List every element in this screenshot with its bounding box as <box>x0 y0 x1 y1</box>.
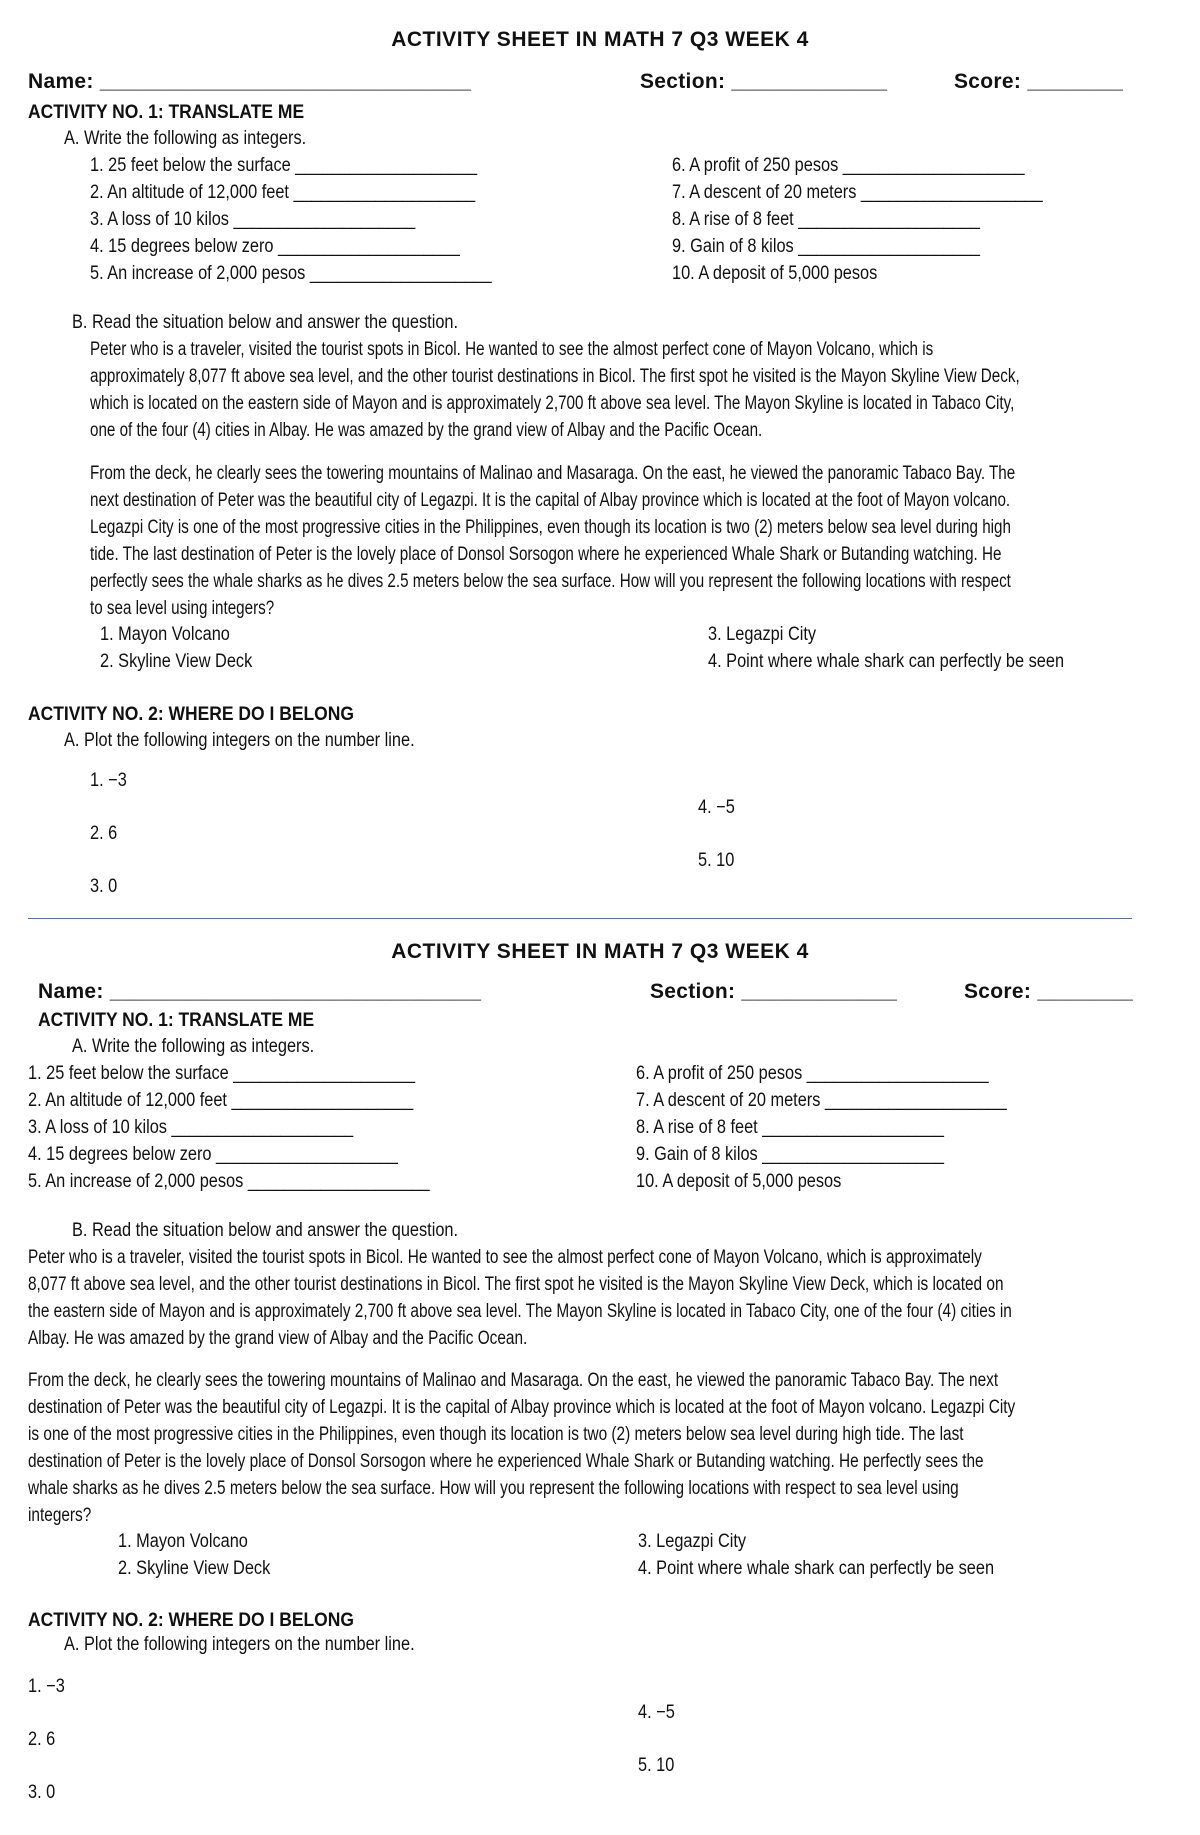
activity2-part-a: A. Plot the following integers on the number line. <box>64 1634 415 1655</box>
location-item-3: 3. Legazpi City <box>708 624 817 645</box>
name-blank: _______________________________ <box>109 980 482 1003</box>
section-field <box>650 980 897 1004</box>
story-line: the eastern side of Mayon and is approximately 2,700 ft above sea level. The Mayon Skyline is located in Tabaco City, one of the four (4) cities in <box>28 1301 1012 1322</box>
score-blank: ________ <box>1027 70 1124 93</box>
score-blank: ________ <box>1037 980 1134 1003</box>
activity1-heading: ACTIVITY NO. 1: TRANSLATE ME <box>28 102 305 123</box>
story-line: one of the four (4) cities in Albay. He was amazed by the grand view of Albay and the Pacific Ocean. <box>90 420 763 441</box>
translate-item-3: 3. A loss of 10 kilos ____________________ <box>90 209 416 230</box>
plot-item-2: 2. 6 <box>90 823 118 844</box>
score-field <box>964 980 1133 1004</box>
name-field <box>38 980 481 1004</box>
translate-item-5: 5. An increase of 2,000 pesos ____________________ <box>28 1171 430 1192</box>
activity2-part-a: A. Plot the following integers on the number line. <box>64 730 415 751</box>
story-line: next destination of Peter was the beautiful city of Legazpi. It is the capital of Albay province which is located at the foot of Mayon volcano. <box>90 490 1011 511</box>
activity2-heading: ACTIVITY NO. 2: WHERE DO I BELONG <box>28 1610 354 1631</box>
name-label: Name: <box>38 980 104 1003</box>
story-line: destination of Peter was the beautiful city of Legazpi. It is the capital of Albay province which is located at the foot of Mayon volcano. Legazpi City <box>28 1397 1016 1418</box>
plot-item-2: 2. 6 <box>28 1729 56 1750</box>
translate-item-2: 2. An altitude of 12,000 feet ____________________ <box>28 1090 414 1111</box>
story-line: approximately 8,077 ft above sea level, and the other tourist destinations in Bicol. The first spot he visited is the Mayon Skyline View Deck, <box>90 366 1020 387</box>
name-blank: _______________________________ <box>99 70 472 93</box>
translate-item-8: 8. A rise of 8 feet ____________________ <box>636 1117 945 1138</box>
section-blank: _____________ <box>731 70 888 93</box>
name-field <box>28 70 471 94</box>
plot-item-4: 4. −5 <box>638 1702 675 1723</box>
section-label: Section: <box>640 70 726 93</box>
story-line: tide. The last destination of Peter is the lovely place of Donsol Sorsogon where he experienced Whale Shark or Butanding watching. He <box>90 544 1002 565</box>
story-paragraph-2 <box>90 460 1015 622</box>
page-divider <box>28 918 1132 919</box>
translate-item-10: 10. A deposit of 5,000 pesos <box>636 1171 842 1192</box>
section-blank: _____________ <box>741 980 898 1003</box>
plot-item-1: 1. −3 <box>28 1676 65 1697</box>
location-item-4: 4. Point where whale shark can perfectly be seen <box>638 1558 995 1579</box>
activity2-heading: ACTIVITY NO. 2: WHERE DO I BELONG <box>28 704 354 725</box>
story-line: is one of the most progressive cities in the Philippines, even though its location is two (2) meters below sea level during high tide. The last <box>28 1424 964 1445</box>
translate-item-1: 1. 25 feet below the surface ____________________ <box>28 1063 416 1084</box>
story-line: integers? <box>28 1505 92 1526</box>
story-line: destination of Peter is the lovely place of Donsol Sorsogon where he experienced Whale Shark or Butanding watching. He perfectly sees the <box>28 1451 984 1472</box>
plot-item-4: 4. −5 <box>698 797 735 818</box>
location-item-4: 4. Point where whale shark can perfectly be seen <box>708 651 1065 672</box>
translate-item-6: 6. A profit of 250 pesos ____________________ <box>672 155 1025 176</box>
sheet-title: ACTIVITY SHEET IN MATH 7 Q3 WEEK 4 <box>391 940 809 963</box>
translate-item-9: 9. Gain of 8 kilos ____________________ <box>636 1144 945 1165</box>
translate-item-4: 4. 15 degrees below zero ____________________ <box>28 1144 398 1165</box>
activity1-part-b: B. Read the situation below and answer the question. <box>72 312 459 333</box>
plot-item-5: 5. 10 <box>638 1755 675 1776</box>
score-field <box>954 70 1123 94</box>
translate-item-10: 10. A deposit of 5,000 pesos <box>672 263 878 284</box>
story-line: Legazpi City is one of the most progressive cities in the Philippines, even though its location is two (2) meters below sea level during high <box>90 517 1011 538</box>
translate-item-5: 5. An increase of 2,000 pesos ____________________ <box>90 263 492 284</box>
translate-item-8: 8. A rise of 8 feet ____________________ <box>672 209 981 230</box>
plot-item-1: 1. −3 <box>90 770 127 791</box>
section-field <box>640 70 887 94</box>
story-line: Peter who is a traveler, visited the tourist spots in Bicol. He wanted to see the almost perfect cone of Mayon Volcano, which is approximately <box>28 1247 982 1268</box>
location-item-2: 2. Skyline View Deck <box>118 1558 271 1579</box>
story-line: perfectly sees the whale sharks as he dives 2.5 meters below the sea surface. How will you represent the following locations with respect <box>90 571 1011 592</box>
location-item-2: 2. Skyline View Deck <box>100 651 253 672</box>
sheet-title: ACTIVITY SHEET IN MATH 7 Q3 WEEK 4 <box>391 28 809 51</box>
location-item-1: 1. Mayon Volcano <box>100 624 230 645</box>
translate-item-1: 1. 25 feet below the surface ____________________ <box>90 155 478 176</box>
story-line: From the deck, he clearly sees the towering mountains of Malinao and Masaraga. On the east, he viewed the panoramic Tabaco Bay. The <box>90 463 1016 484</box>
story-line: From the deck, he clearly sees the towering mountains of Malinao and Masaraga. On the east, he viewed the panoramic Tabaco Bay. The next <box>28 1370 999 1391</box>
location-item-1: 1. Mayon Volcano <box>118 1531 248 1552</box>
story-paragraph-2 <box>28 1367 1015 1529</box>
location-item-3: 3. Legazpi City <box>638 1531 747 1552</box>
translate-item-2: 2. An altitude of 12,000 feet ____________________ <box>90 182 476 203</box>
activity1-part-a: A. Write the following as integers. <box>64 128 307 149</box>
story-line: 8,077 ft above sea level, and the other tourist destinations in Bicol. The first spot he visited is the Mayon Skyline View Deck, which is located on <box>28 1274 1004 1295</box>
translate-item-7: 7. A descent of 20 meters ____________________ <box>672 182 1043 203</box>
translate-item-9: 9. Gain of 8 kilos ____________________ <box>672 236 981 257</box>
plot-item-3: 3. 0 <box>28 1782 56 1803</box>
name-label: Name: <box>28 70 94 93</box>
translate-item-4: 4. 15 degrees below zero ____________________ <box>90 236 460 257</box>
activity1-part-a: A. Write the following as integers. <box>72 1036 315 1057</box>
story-line: to sea level using integers? <box>90 598 275 619</box>
activity1-heading: ACTIVITY NO. 1: TRANSLATE ME <box>38 1010 315 1031</box>
plot-item-3: 3. 0 <box>90 876 118 897</box>
translate-item-7: 7. A descent of 20 meters ____________________ <box>636 1090 1007 1111</box>
plot-item-5: 5. 10 <box>698 850 735 871</box>
translate-item-3: 3. A loss of 10 kilos ____________________ <box>28 1117 354 1138</box>
score-label: Score: <box>964 980 1032 1003</box>
story-line: Peter who is a traveler, visited the tourist spots in Bicol. He wanted to see the almost perfect cone of Mayon Volcano, which is <box>90 339 934 360</box>
translate-item-6: 6. A profit of 250 pesos ____________________ <box>636 1063 989 1084</box>
story-line: Albay. He was amazed by the grand view of Albay and the Pacific Ocean. <box>28 1328 528 1349</box>
story-line: which is located on the eastern side of Mayon and is approximately 2,700 ft above sea level. The Mayon Skyline is located in Tabaco City, <box>90 393 1015 414</box>
story-paragraph-1 <box>90 336 1020 444</box>
section-label: Section: <box>650 980 736 1003</box>
score-label: Score: <box>954 70 1022 93</box>
story-line: whale sharks as he dives 2.5 meters below the sea surface. How will you represent the following locations with respect to sea level using <box>28 1478 959 1499</box>
story-paragraph-1 <box>28 1244 1012 1352</box>
activity1-part-b: B. Read the situation below and answer the question. <box>72 1220 459 1241</box>
